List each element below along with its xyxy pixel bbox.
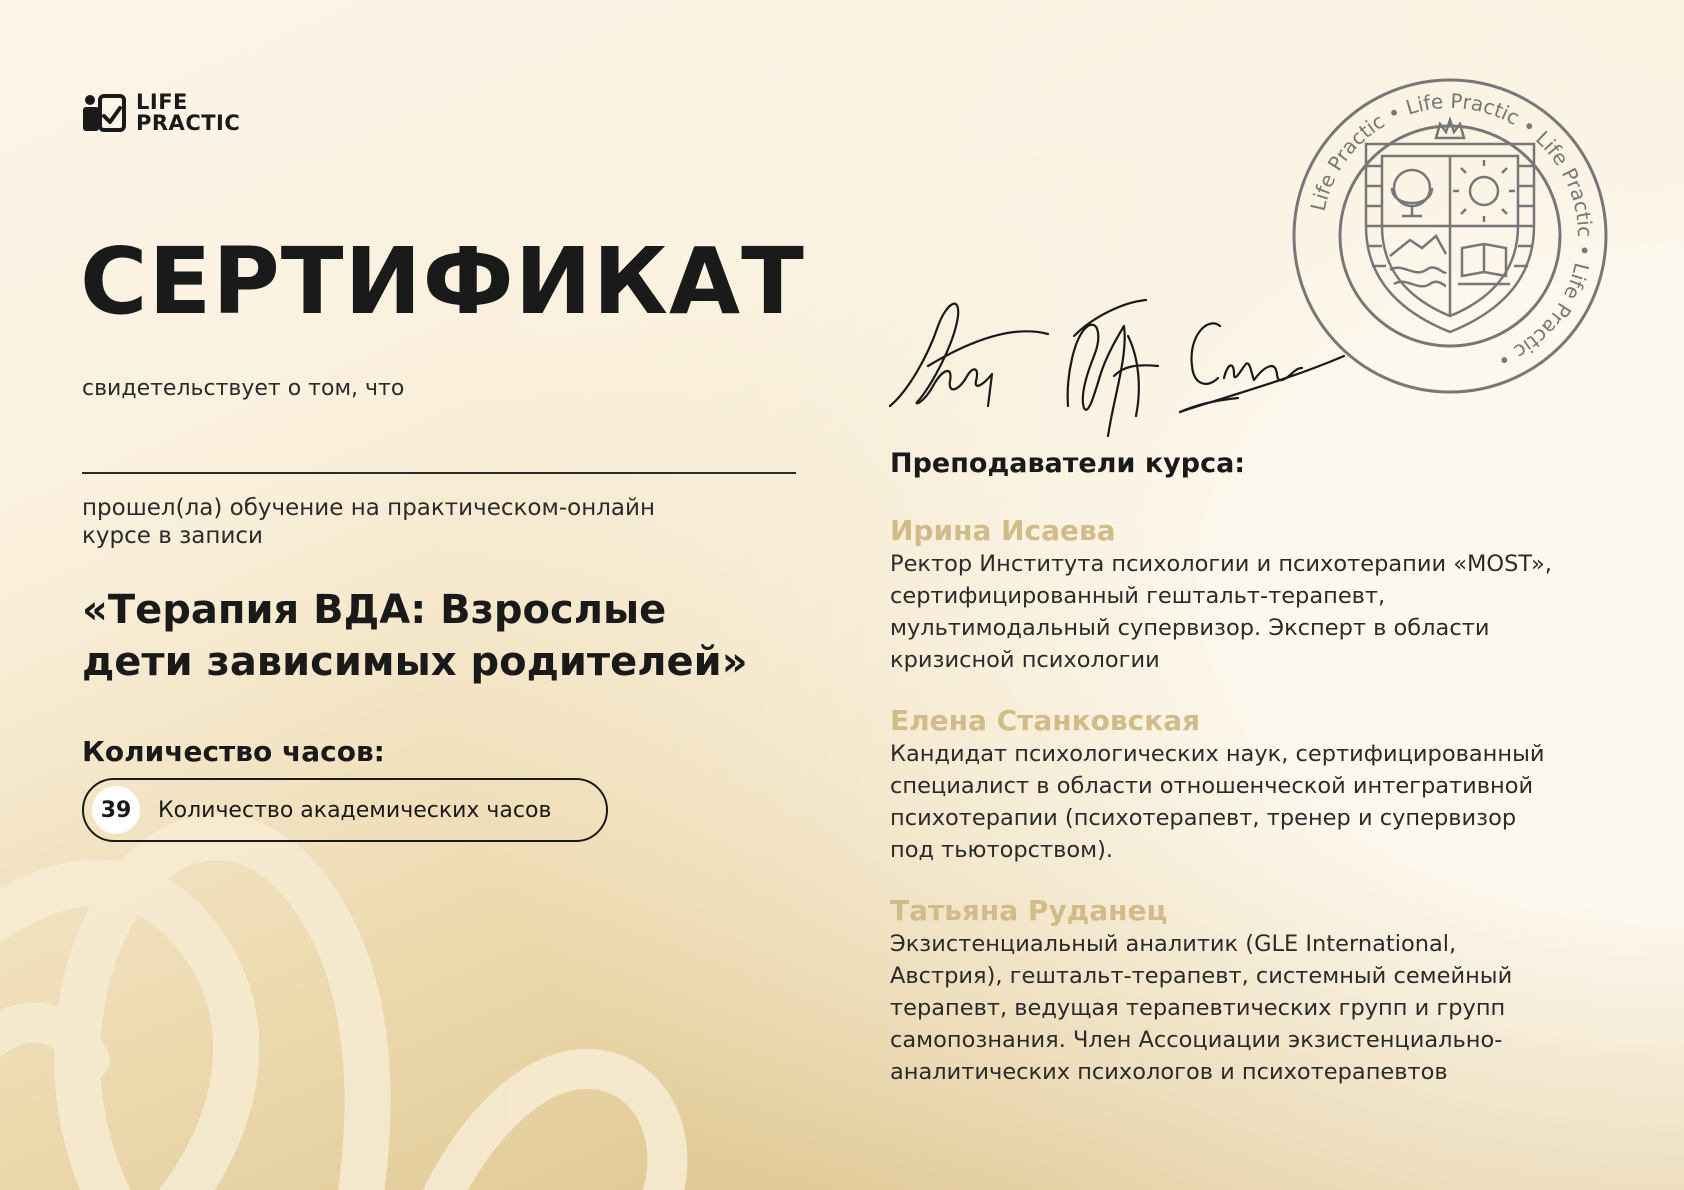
seal-text: Life Practic • Life Practic • Life Practic • Life Practic • — [1305, 88, 1598, 374]
teacher-bio-line: сертифицированный гештальт-терапевт, — [890, 583, 1386, 609]
completed-text: прошел(ла) обучение на практическом-онлайн курсе в записи — [82, 495, 656, 549]
institution-seal — [1290, 76, 1610, 396]
brand-logo — [82, 92, 240, 134]
teacher-card — [890, 514, 1610, 676]
teacher-bio-line: под тьюторством). — [890, 837, 1114, 863]
certificate-title: СЕРТИФИКАТ — [80, 228, 805, 335]
course-title-line-1: «Терапия ВДА: Взрослые — [82, 587, 667, 633]
hours-description: Количество академических часов — [158, 797, 552, 823]
teacher-bio-line: психотерапии (психотерапевт, тренер и супервизор — [890, 805, 1517, 831]
logo-line-2: PRACTIC — [136, 111, 241, 135]
teacher-name: Елена Станковская — [890, 704, 1201, 737]
teacher-bio-line: Ректор Института психологии и психотерапии «MOST», — [890, 551, 1552, 577]
course-title — [82, 584, 822, 688]
mountain-icon — [1390, 236, 1446, 256]
teacher-bio-line: терапевт, ведущая терапевтических групп и групп — [890, 995, 1506, 1021]
hours-badge — [82, 778, 608, 842]
signature-1 — [890, 304, 1048, 406]
hours-value: 39 — [92, 786, 140, 834]
course-title-line-2: дети зависимых родителей» — [82, 639, 748, 685]
teacher-bio — [890, 548, 1610, 676]
teacher-bio-line: мультимодальный супервизор. Эксперт в области — [890, 615, 1490, 641]
teacher-name: Ирина Исаева — [890, 514, 1116, 547]
teacher-name: Татьяна Руданец — [890, 894, 1168, 927]
recipient-name-line — [82, 472, 796, 474]
life-practic-logo-icon — [82, 94, 126, 132]
signature-2 — [1068, 300, 1158, 436]
sun-icon — [1470, 177, 1498, 205]
teacher-bio-line: специалист в области отношенческой интегративной — [890, 773, 1534, 799]
logo-wordmark — [136, 92, 240, 134]
teacher-bio-line: Кандидат психологических наук, сертифицированный — [890, 741, 1545, 767]
teacher-bio — [890, 738, 1610, 866]
teacher-bio-line: Экзистенциальный аналитик (GLE International, — [890, 931, 1457, 957]
teacher-bio — [890, 928, 1610, 1088]
attests-text: свидетельствует о том, что — [82, 376, 405, 401]
signatures — [888, 296, 1348, 446]
teacher-bio-line: аналитических психологов и психотерапевтов — [890, 1059, 1448, 1085]
crown-icon — [1436, 120, 1464, 138]
teacher-bio-line: кризисной психологии — [890, 647, 1160, 673]
teacher-bio-line: самопознания. Член Ассоциации экзистенциально- — [890, 1027, 1503, 1053]
teacher-card — [890, 894, 1610, 1088]
teacher-card — [890, 704, 1610, 866]
teacher-bio-line: Австрия), гештальт-терапевт, системный семейный — [890, 963, 1513, 989]
logo-line-1: LIFE — [136, 90, 188, 114]
crest-shield — [1366, 144, 1534, 332]
teachers-heading: Преподаватели курса: — [890, 448, 1246, 479]
hours-label: Количество часов: — [82, 735, 385, 768]
